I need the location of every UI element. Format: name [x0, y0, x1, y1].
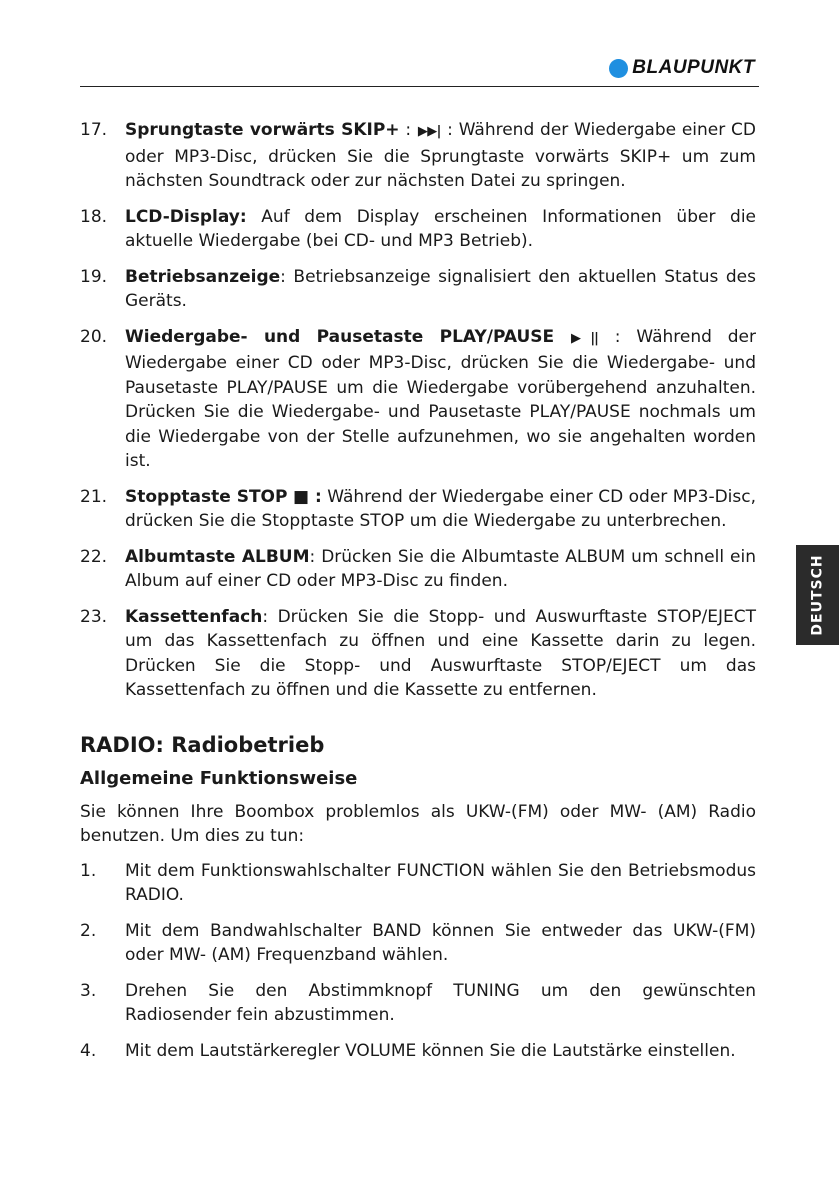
item-separator: : — [441, 120, 459, 140]
item-term: Kassettenfach — [125, 606, 263, 627]
step-number: 1. — [80, 860, 97, 881]
item-text: Drücken Sie die Stopp- und Auswurftaste STOP/EJECT um das Kassettenfach zu öffnen und eine Kassette darin zu legen. Drücken Sie die Stopp- und Auswurftaste STOP/EJECT um das Kassettenfach zu öffnen und die Kassette zu entfernen. — [125, 606, 756, 700]
item-number: 19. — [80, 266, 108, 287]
step-number: 2. — [80, 920, 97, 941]
list-item — [80, 485, 756, 534]
item-number: 17. — [80, 120, 108, 140]
list-item — [80, 545, 756, 594]
brand-name: BLAUPUNKT — [632, 57, 755, 78]
intro-paragraph: Sie können Ihre Boombox problemlos als UKW-(FM) oder MW- (AM) Radio benutzen. Um dies zu tun: — [80, 801, 756, 846]
item-term: Sprungtaste vorwärts SKIP+ — [125, 120, 400, 140]
step-number: 3. — [80, 980, 97, 1001]
item-number: 22. — [80, 546, 108, 567]
list-item — [80, 265, 756, 314]
item-text: Betriebsanzeige signalisiert den aktuellen Status des Geräts. — [125, 266, 756, 311]
play-pause-icon: ▶|| — [571, 330, 598, 346]
step-item — [80, 919, 756, 968]
item-number: 21. — [80, 486, 108, 507]
page-content — [80, 118, 756, 1074]
step-item — [80, 859, 756, 908]
item-term: Wiedergabe- und Pausetaste PLAY/PAUSE — [125, 326, 555, 347]
item-term: Betriebsanzeige — [125, 266, 281, 287]
item-term: LCD-Display: — [125, 206, 247, 227]
step-text: Mit dem Bandwahlschalter BAND können Sie entweder das UKW-(FM) oder MW- (AM) Frequenzband wählen. — [125, 920, 756, 965]
item-term: Stopptaste STOP — [125, 486, 288, 507]
logo-dot-icon — [609, 59, 628, 78]
section-heading: RADIO: Radiobetrieb — [80, 732, 325, 757]
item-text: Während der Wiedergabe einer CD oder MP3-Disc, drücken Sie die Wiedergabe- und Pausetaste PLAY/PAUSE um die Wiedergabe vorübergehend anzuhalten. Drücken Sie die Wiedergabe- und Pausetaste PLAY/PAUSE nochmals um die Wiedergabe von der Stelle aufzunehmen, wo sie angehalten worden ist. — [125, 326, 756, 471]
step-number: 4. — [80, 1040, 97, 1061]
item-separator: : — [399, 120, 417, 140]
language-tab-label: DEUTSCH — [809, 554, 826, 636]
item-number: 23. — [80, 606, 108, 627]
step-text: Mit dem Lautstärkeregler VOLUME können Sie die Lautstärke einstellen. — [125, 1040, 736, 1061]
list-item — [80, 205, 756, 254]
list-item — [80, 605, 756, 703]
item-number: 18. — [80, 206, 108, 227]
item-text: Während der Wiedergabe einer CD oder MP3-Disc, drücken Sie die Sprungtaste vorwärts SKIP+ um zum nächsten Soundtrack oder zur nächsten Datei zu springen. — [125, 120, 757, 191]
stop-icon: ■ : — [292, 486, 322, 507]
step-item — [80, 1039, 756, 1064]
item-text: Während der Wiedergabe einer CD oder MP3-Disc, drücken Sie die Stopptaste STOP um die Wiedergabe zu unterbrechen. — [125, 486, 757, 531]
item-term: Albumtaste ALBUM — [125, 546, 310, 567]
step-text: Mit dem Funktionswahlschalter FUNCTION wählen Sie den Betriebsmodus RADIO. — [125, 860, 756, 905]
item-separator: : — [309, 546, 322, 567]
brand-logo — [609, 57, 755, 79]
item-number: 20. — [80, 326, 108, 347]
item-separator: : — [262, 606, 278, 627]
item-separator: : — [598, 326, 637, 347]
list-item — [80, 325, 756, 474]
item-text: Drücken Sie die Albumtaste ALBUM um schnell ein Album auf einer CD oder MP3-Disc zu finden. — [125, 546, 756, 591]
header-divider — [80, 86, 759, 87]
item-text: Auf dem Display erscheinen Informationen über die aktuelle Wiedergabe (bei CD- und MP3 Betrieb). — [125, 206, 757, 251]
list-item — [80, 118, 756, 194]
item-separator: : — [280, 266, 294, 287]
step-text: Drehen Sie den Abstimmknopf TUNING um den gewünschten Radiosender fein abzustimmen. — [125, 980, 756, 1025]
section-subheading: Allgemeine Funktionsweise — [80, 768, 358, 789]
skip-forward-icon: ▶▶| — [417, 124, 441, 139]
language-tab — [796, 545, 839, 645]
step-item — [80, 979, 756, 1028]
item-separator — [247, 207, 262, 227]
